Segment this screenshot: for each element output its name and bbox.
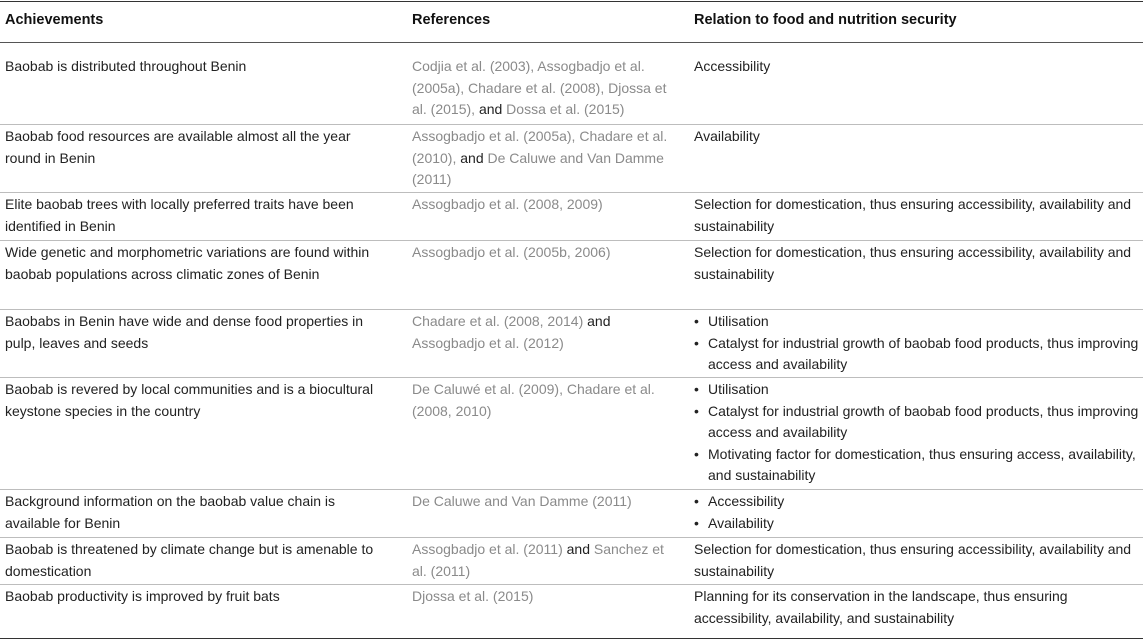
relation-cell: Accessibility [694, 58, 771, 74]
references-cell: Assogbadjo et al. (2008, 2009) [412, 196, 603, 212]
table-row [0, 192, 1143, 234]
relation-cell [694, 491, 1142, 534]
table-row [0, 124, 1143, 187]
achievement-cell: Baobab productivity is improved by fruit bats [5, 588, 280, 604]
reference-conjunction: and [587, 313, 611, 329]
header-relation: Relation to food and nutrition security [694, 12, 957, 28]
relation-cell: Planning for its conservation in the landscape, thus ensuring accessibility, availability, and sustainability [694, 588, 1068, 626]
achievement-cell: Baobab is revered by local communities and is a biocultural keystone species in the country [5, 381, 374, 419]
relation-cell: Selection for domestication, thus ensuring accessibility, availability and sustainability [694, 244, 1132, 282]
header-references: References [412, 12, 491, 28]
reference-conjunction: and [478, 101, 503, 117]
achievement-cell: Baobab food resources are available almost all the year round in Benin [5, 128, 351, 166]
references-cell [412, 56, 674, 121]
reference-conjunction: and [460, 149, 484, 166]
reference-text: De Caluwe and Van Damme (2011) [412, 149, 664, 187]
reference-text: Assogbadjo et al. (2011) [412, 541, 567, 557]
relation-bullet: • Motivating factor for domestication, thus ensuring access, availability, and sustainability [694, 444, 1142, 487]
table-row [0, 240, 1143, 282]
references-cell: Assogbadjo et al. (2005b, 2006) [412, 244, 611, 260]
relation-bullet: • Catalyst for industrial growth of baobab food products, thus improving access and availability [694, 333, 1142, 376]
achievement-cell: Wide genetic and morphometric variations are found within baobab populations across climatic zones of Benin [5, 244, 370, 282]
table-row [0, 489, 1143, 531]
relation-bullet: • Accessibility [694, 491, 1142, 513]
table-row [0, 377, 1143, 483]
relation-bullet: • Catalyst for industrial growth of baobab food products, thus improving access and availability [694, 401, 1142, 444]
reference-text: Sanchez et al. (2011) [412, 541, 664, 579]
reference-text: Assogbadjo et al. (2005a), Chadare et al. (2010), [412, 128, 668, 166]
references-cell [412, 126, 674, 191]
reference-text: Codjia et al. (2003), Assogbadjo et al. (2005a), Chadare et al. (2008), Djossa et al. (2015), [412, 58, 667, 117]
relation-bullet: • Utilisation [694, 311, 1142, 333]
relation-cell: Selection for domestication, thus ensuring accessibility, availability and sustainability [694, 196, 1132, 234]
achievement-cell: Baobab is distributed throughout Benin [5, 58, 247, 74]
achievement-cell: Background information on the baobab value chain is available for Benin [5, 493, 335, 531]
header-row [0, 0, 1143, 42]
relation-cell: Availability [694, 128, 760, 144]
header-rule [0, 42, 1143, 43]
relation-bullet: • Availability [694, 513, 1142, 535]
relation-cell: Selection for domestication, thus ensuring accessibility, availability and sustainability [694, 541, 1132, 579]
relation-cell [694, 379, 1142, 487]
table-bottom-rule [0, 638, 1143, 639]
reference-conjunction: and [566, 541, 590, 557]
table-row [0, 584, 1143, 626]
header-achievements: Achievements [5, 12, 104, 28]
reference-text: Assogbadjo et al. (2012) [412, 334, 564, 351]
reference-text: Chadare et al. (2008, 2014) [412, 313, 588, 329]
relation-cell [694, 311, 1142, 376]
references-cell [412, 539, 674, 582]
reference-text: Dossa et al. (2015) [502, 101, 625, 117]
table-row [0, 537, 1143, 579]
references-cell: Djossa et al. (2015) [412, 588, 534, 604]
table-row [0, 309, 1143, 372]
achievement-cell: Elite baobab trees with locally preferred traits have been identified in Benin [5, 196, 354, 234]
relation-bullet: • Utilisation [694, 379, 1142, 401]
references-cell: De Caluwe and Van Damme (2011) [412, 493, 632, 509]
references-cell: De Caluwé et al. (2009), Chadare et al. (2008, 2010) [412, 381, 655, 419]
achievement-cell: Baobabs in Benin have wide and dense food properties in pulp, leaves and seeds [5, 313, 364, 351]
achievement-cell: Baobab is threatened by climate change but is amenable to domestication [5, 541, 374, 579]
references-cell [412, 311, 674, 354]
